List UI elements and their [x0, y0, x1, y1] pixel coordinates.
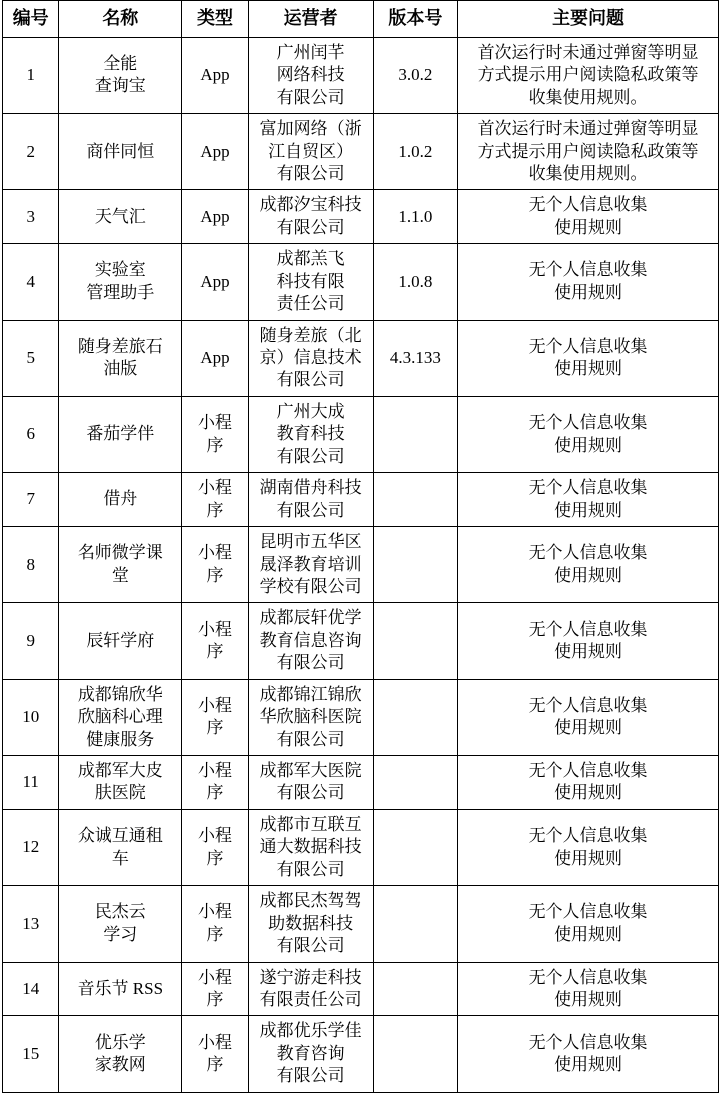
cell-operator: 成都锦江锦欣 华欣脑科医院 有限公司	[248, 679, 373, 755]
cell-main-issue: 无个人信息收集 使用规则	[458, 190, 719, 244]
cell-operator: 遂宁游走科技 有限责任公司	[248, 962, 373, 1016]
cell-index: 14	[3, 962, 59, 1016]
column-header-issue: 主要问题	[458, 1, 719, 38]
cell-index: 7	[3, 473, 59, 527]
cell-main-issue: 无个人信息收集 使用规则	[458, 886, 719, 962]
violations-table	[2, 0, 719, 1093]
cell-app-type: App	[182, 114, 248, 190]
cell-main-issue: 无个人信息收集 使用规则	[458, 756, 719, 810]
table-row	[3, 396, 719, 472]
cell-app-type: 小程 序	[182, 527, 248, 603]
column-header-version: 版本号	[373, 1, 458, 38]
table-row	[3, 114, 719, 190]
cell-version: 3.0.2	[373, 37, 458, 113]
cell-index: 9	[3, 603, 59, 679]
cell-version: 1.1.0	[373, 190, 458, 244]
table-row	[3, 320, 719, 396]
cell-app-type: App	[182, 37, 248, 113]
table-row	[3, 244, 719, 320]
table-row	[3, 809, 719, 885]
cell-app-name: 借舟	[59, 473, 182, 527]
cell-version	[373, 962, 458, 1016]
cell-app-name: 名师微学课 堂	[59, 527, 182, 603]
table-row	[3, 1016, 719, 1092]
cell-app-type: 小程 序	[182, 1016, 248, 1092]
cell-main-issue: 无个人信息收集 使用规则	[458, 962, 719, 1016]
cell-main-issue: 无个人信息收集 使用规则	[458, 320, 719, 396]
cell-app-name: 成都军大皮 肤医院	[59, 756, 182, 810]
cell-version	[373, 679, 458, 755]
table-row	[3, 962, 719, 1016]
cell-app-name: 天气汇	[59, 190, 182, 244]
cell-app-type: 小程 序	[182, 809, 248, 885]
table-row	[3, 886, 719, 962]
cell-operator: 成都市互联互 通大数据科技 有限公司	[248, 809, 373, 885]
cell-app-name: 商伴同恒	[59, 114, 182, 190]
cell-operator: 成都军大医院 有限公司	[248, 756, 373, 810]
cell-app-type: App	[182, 320, 248, 396]
cell-operator: 富加网络（浙 江自贸区） 有限公司	[248, 114, 373, 190]
cell-index: 1	[3, 37, 59, 113]
table-body	[3, 37, 719, 1092]
table-row	[3, 190, 719, 244]
cell-version	[373, 756, 458, 810]
cell-main-issue: 无个人信息收集 使用规则	[458, 809, 719, 885]
cell-app-name: 全能 查询宝	[59, 37, 182, 113]
cell-app-type: 小程 序	[182, 962, 248, 1016]
cell-app-type: 小程 序	[182, 756, 248, 810]
column-header-name: 名称	[59, 1, 182, 38]
cell-version	[373, 396, 458, 472]
cell-operator: 成都辰轩优学 教育信息咨询 有限公司	[248, 603, 373, 679]
cell-operator: 昆明市五华区 晟泽教育培训 学校有限公司	[248, 527, 373, 603]
cell-index: 12	[3, 809, 59, 885]
cell-app-type: 小程 序	[182, 473, 248, 527]
cell-version	[373, 809, 458, 885]
table-row	[3, 603, 719, 679]
table-row	[3, 756, 719, 810]
column-header-operator: 运营者	[248, 1, 373, 38]
cell-operator: 随身差旅（北 京）信息技术 有限公司	[248, 320, 373, 396]
cell-app-name: 实验室 管理助手	[59, 244, 182, 320]
cell-operator: 成都羔飞 科技有限 责任公司	[248, 244, 373, 320]
cell-index: 3	[3, 190, 59, 244]
cell-main-issue: 无个人信息收集 使用规则	[458, 244, 719, 320]
cell-operator: 广州闰芊 网络科技 有限公司	[248, 37, 373, 113]
column-header-type: 类型	[182, 1, 248, 38]
cell-main-issue: 无个人信息收集 使用规则	[458, 396, 719, 472]
table-row	[3, 679, 719, 755]
cell-app-type: 小程 序	[182, 603, 248, 679]
cell-main-issue: 无个人信息收集 使用规则	[458, 473, 719, 527]
cell-app-name: 番茄学伴	[59, 396, 182, 472]
cell-index: 15	[3, 1016, 59, 1092]
table-row	[3, 37, 719, 113]
cell-version	[373, 1016, 458, 1092]
cell-operator: 成都优乐学佳 教育咨询 有限公司	[248, 1016, 373, 1092]
cell-app-name: 音乐节 RSS	[59, 962, 182, 1016]
cell-app-name: 民杰云 学习	[59, 886, 182, 962]
cell-index: 8	[3, 527, 59, 603]
cell-version: 1.0.2	[373, 114, 458, 190]
cell-version: 1.0.8	[373, 244, 458, 320]
cell-operator: 湖南借舟科技 有限公司	[248, 473, 373, 527]
cell-version: 4.3.133	[373, 320, 458, 396]
cell-app-name: 随身差旅石 油版	[59, 320, 182, 396]
cell-version	[373, 527, 458, 603]
cell-operator: 成都民杰驾驾 助数据科技 有限公司	[248, 886, 373, 962]
cell-index: 6	[3, 396, 59, 472]
cell-index: 4	[3, 244, 59, 320]
cell-operator: 广州大成 教育科技 有限公司	[248, 396, 373, 472]
cell-app-type: 小程 序	[182, 886, 248, 962]
cell-main-issue: 无个人信息收集 使用规则	[458, 1016, 719, 1092]
cell-app-name: 辰轩学府	[59, 603, 182, 679]
cell-index: 5	[3, 320, 59, 396]
cell-version	[373, 603, 458, 679]
cell-version	[373, 886, 458, 962]
cell-operator: 成都汐宝科技 有限公司	[248, 190, 373, 244]
cell-app-type: App	[182, 244, 248, 320]
cell-index: 13	[3, 886, 59, 962]
cell-app-name: 成都锦欣华 欣脑科心理 健康服务	[59, 679, 182, 755]
cell-main-issue: 无个人信息收集 使用规则	[458, 679, 719, 755]
cell-version	[373, 473, 458, 527]
cell-app-type: App	[182, 190, 248, 244]
cell-app-name: 优乐学 家教网	[59, 1016, 182, 1092]
table-header-row	[3, 1, 719, 38]
cell-index: 10	[3, 679, 59, 755]
cell-main-issue: 无个人信息收集 使用规则	[458, 603, 719, 679]
cell-app-type: 小程 序	[182, 396, 248, 472]
column-header-no: 编号	[3, 1, 59, 38]
table-row	[3, 527, 719, 603]
cell-app-name: 众诚互通租 车	[59, 809, 182, 885]
cell-main-issue: 首次运行时未通过弹窗等明显 方式提示用户阅读隐私政策等 收集使用规则。	[458, 114, 719, 190]
cell-index: 2	[3, 114, 59, 190]
table-row	[3, 473, 719, 527]
cell-app-type: 小程 序	[182, 679, 248, 755]
cell-main-issue: 无个人信息收集 使用规则	[458, 527, 719, 603]
cell-index: 11	[3, 756, 59, 810]
cell-main-issue: 首次运行时未通过弹窗等明显 方式提示用户阅读隐私政策等 收集使用规则。	[458, 37, 719, 113]
